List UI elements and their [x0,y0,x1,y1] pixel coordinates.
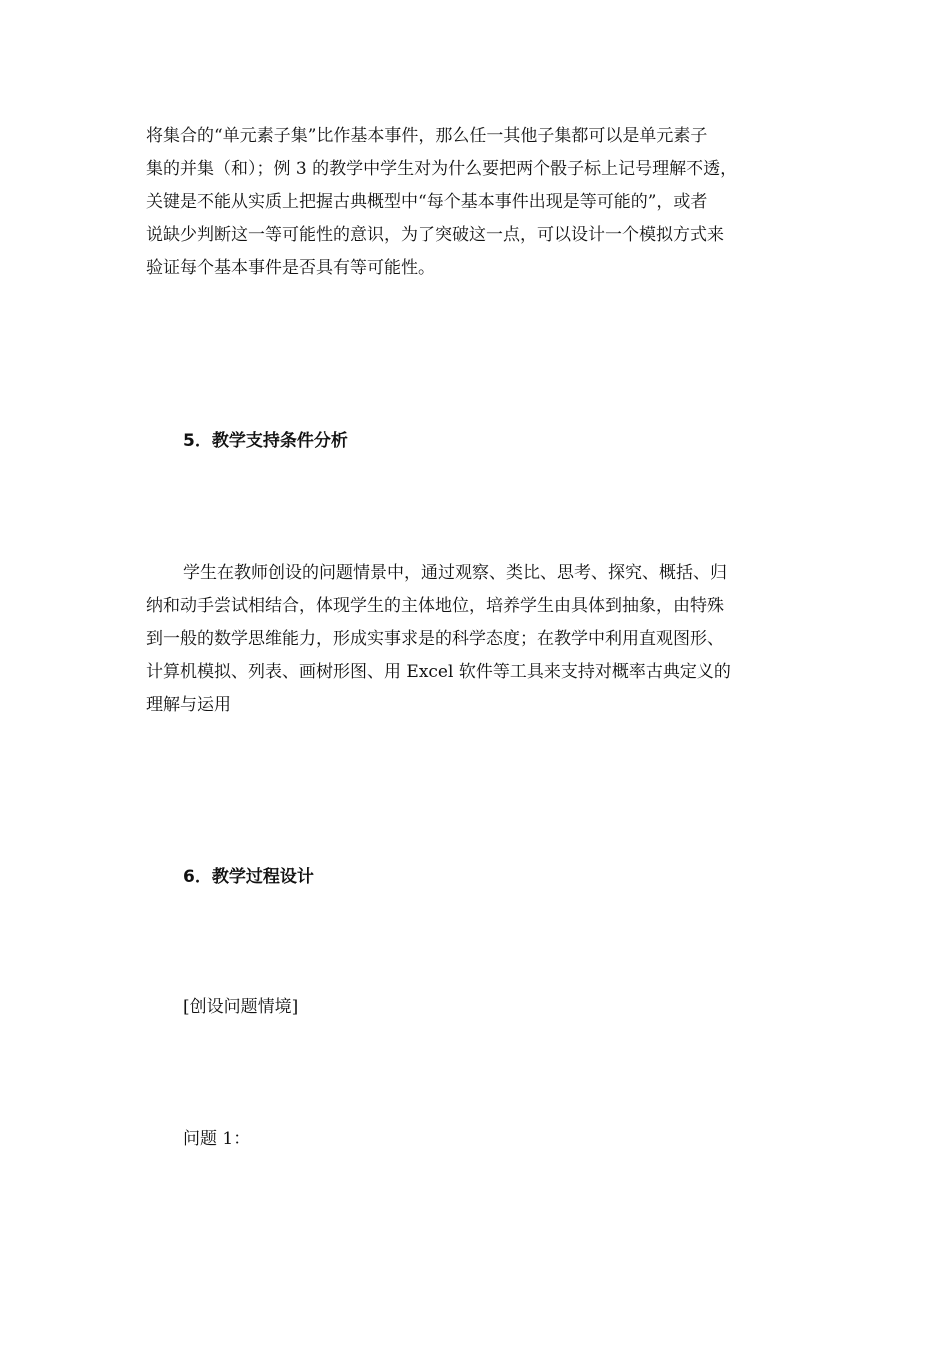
text-line: 计算机模拟、列表、画树形图、用 Excel 软件等工具来支持对概率古典定义的 [146,662,731,682]
question-label: 问题 1： [183,1129,251,1149]
section-heading-teaching-support: 5．教学支持条件分析 [183,431,348,451]
section-heading-teaching-process: 6．教学过程设计 [183,867,314,887]
text-line: 关键是不能从实质上把握古典概型中“每个基本事件出现是等可能的”，或者 [146,192,708,212]
paragraph-sample-space-analysis [146,120,806,285]
text-line: 到一般的数学思维能力，形成实事求是的科学态度；在教学中利用直观图形、 [146,629,724,649]
text-line: 说缺少判断这一等可能性的意识，为了突破这一点，可以设计一个模拟方式来 [146,225,724,245]
text-line: 验证每个基本事件是否具有等可能性。 [146,258,435,278]
text-line: 学生在教师创设的问题情景中，通过观察、类比、思考、探究、概括、归 [183,563,727,583]
paragraph-teaching-support [146,557,806,722]
text-line: 将集合的“单元素子集”比作基本事件，那么任一其他子集都可以是单元素子 [146,126,708,146]
text-line: 理解与运用 [146,695,231,715]
text-line: 纳和动手尝试相结合，体现学生的主体地位，培养学生由具体到抽象，由特殊 [146,596,724,616]
text-line: 集的并集（和）；例 3 的教学中学生对为什么要把两个骰子标上记号理解不透， [146,159,738,179]
subsection-label-problem-situation: [创设问题情境] [183,997,299,1017]
